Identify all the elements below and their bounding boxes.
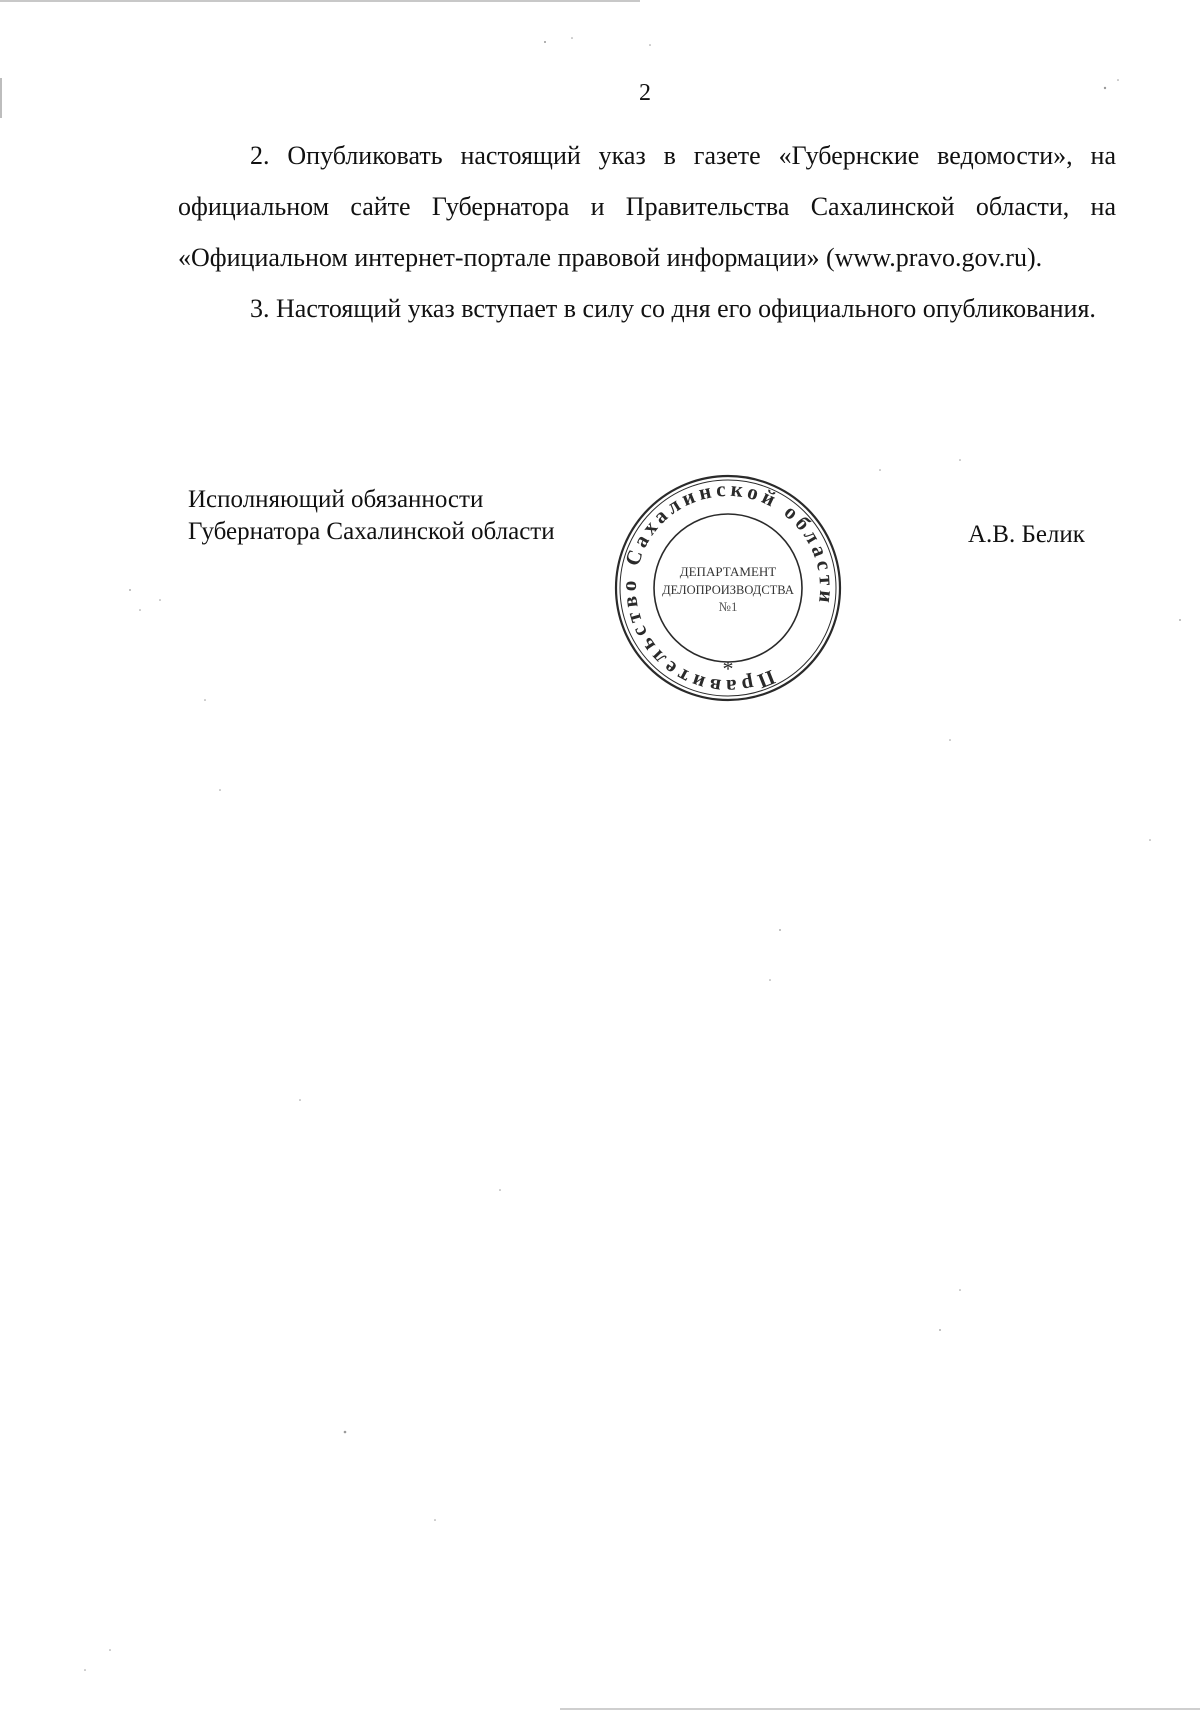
- official-seal-stamp: [612, 472, 844, 704]
- seal-star: *: [722, 656, 734, 681]
- signatory-name: А.В. Белик: [968, 521, 1085, 548]
- signatory-position: [188, 484, 555, 548]
- signatory-position-line-1: Исполняющий обязанности: [188, 486, 484, 513]
- seal-inner-line-3: №1: [718, 599, 738, 614]
- page-number: 2: [639, 80, 651, 106]
- scan-edge-left: [0, 78, 2, 118]
- paragraph-effective-date: 3. Настоящий указ вступает в силу со дня его официального опубликования.: [250, 294, 1096, 323]
- seal-inner-line-1: ДЕПАРТАМЕНТ: [679, 564, 777, 579]
- paragraph-publication: 2. Опубликовать настоящий указ в газете «Губернские ведомости», на официальном сайте Губернатора и Правительства Сахалинской области, на «Официальном интернет-портале правовой информации» (www.pravo.gov.ru).: [178, 141, 1116, 272]
- scan-edge-top: [0, 0, 640, 2]
- signatory-position-line-2: Губернатора Сахалинской области: [188, 518, 555, 545]
- seal-inner-line-2: ДЕЛОПРОИЗВОДСТВА: [662, 583, 794, 597]
- seal-outer-text-path: Правительство Сахалинской области: [616, 476, 840, 700]
- decree-body: [178, 130, 1116, 334]
